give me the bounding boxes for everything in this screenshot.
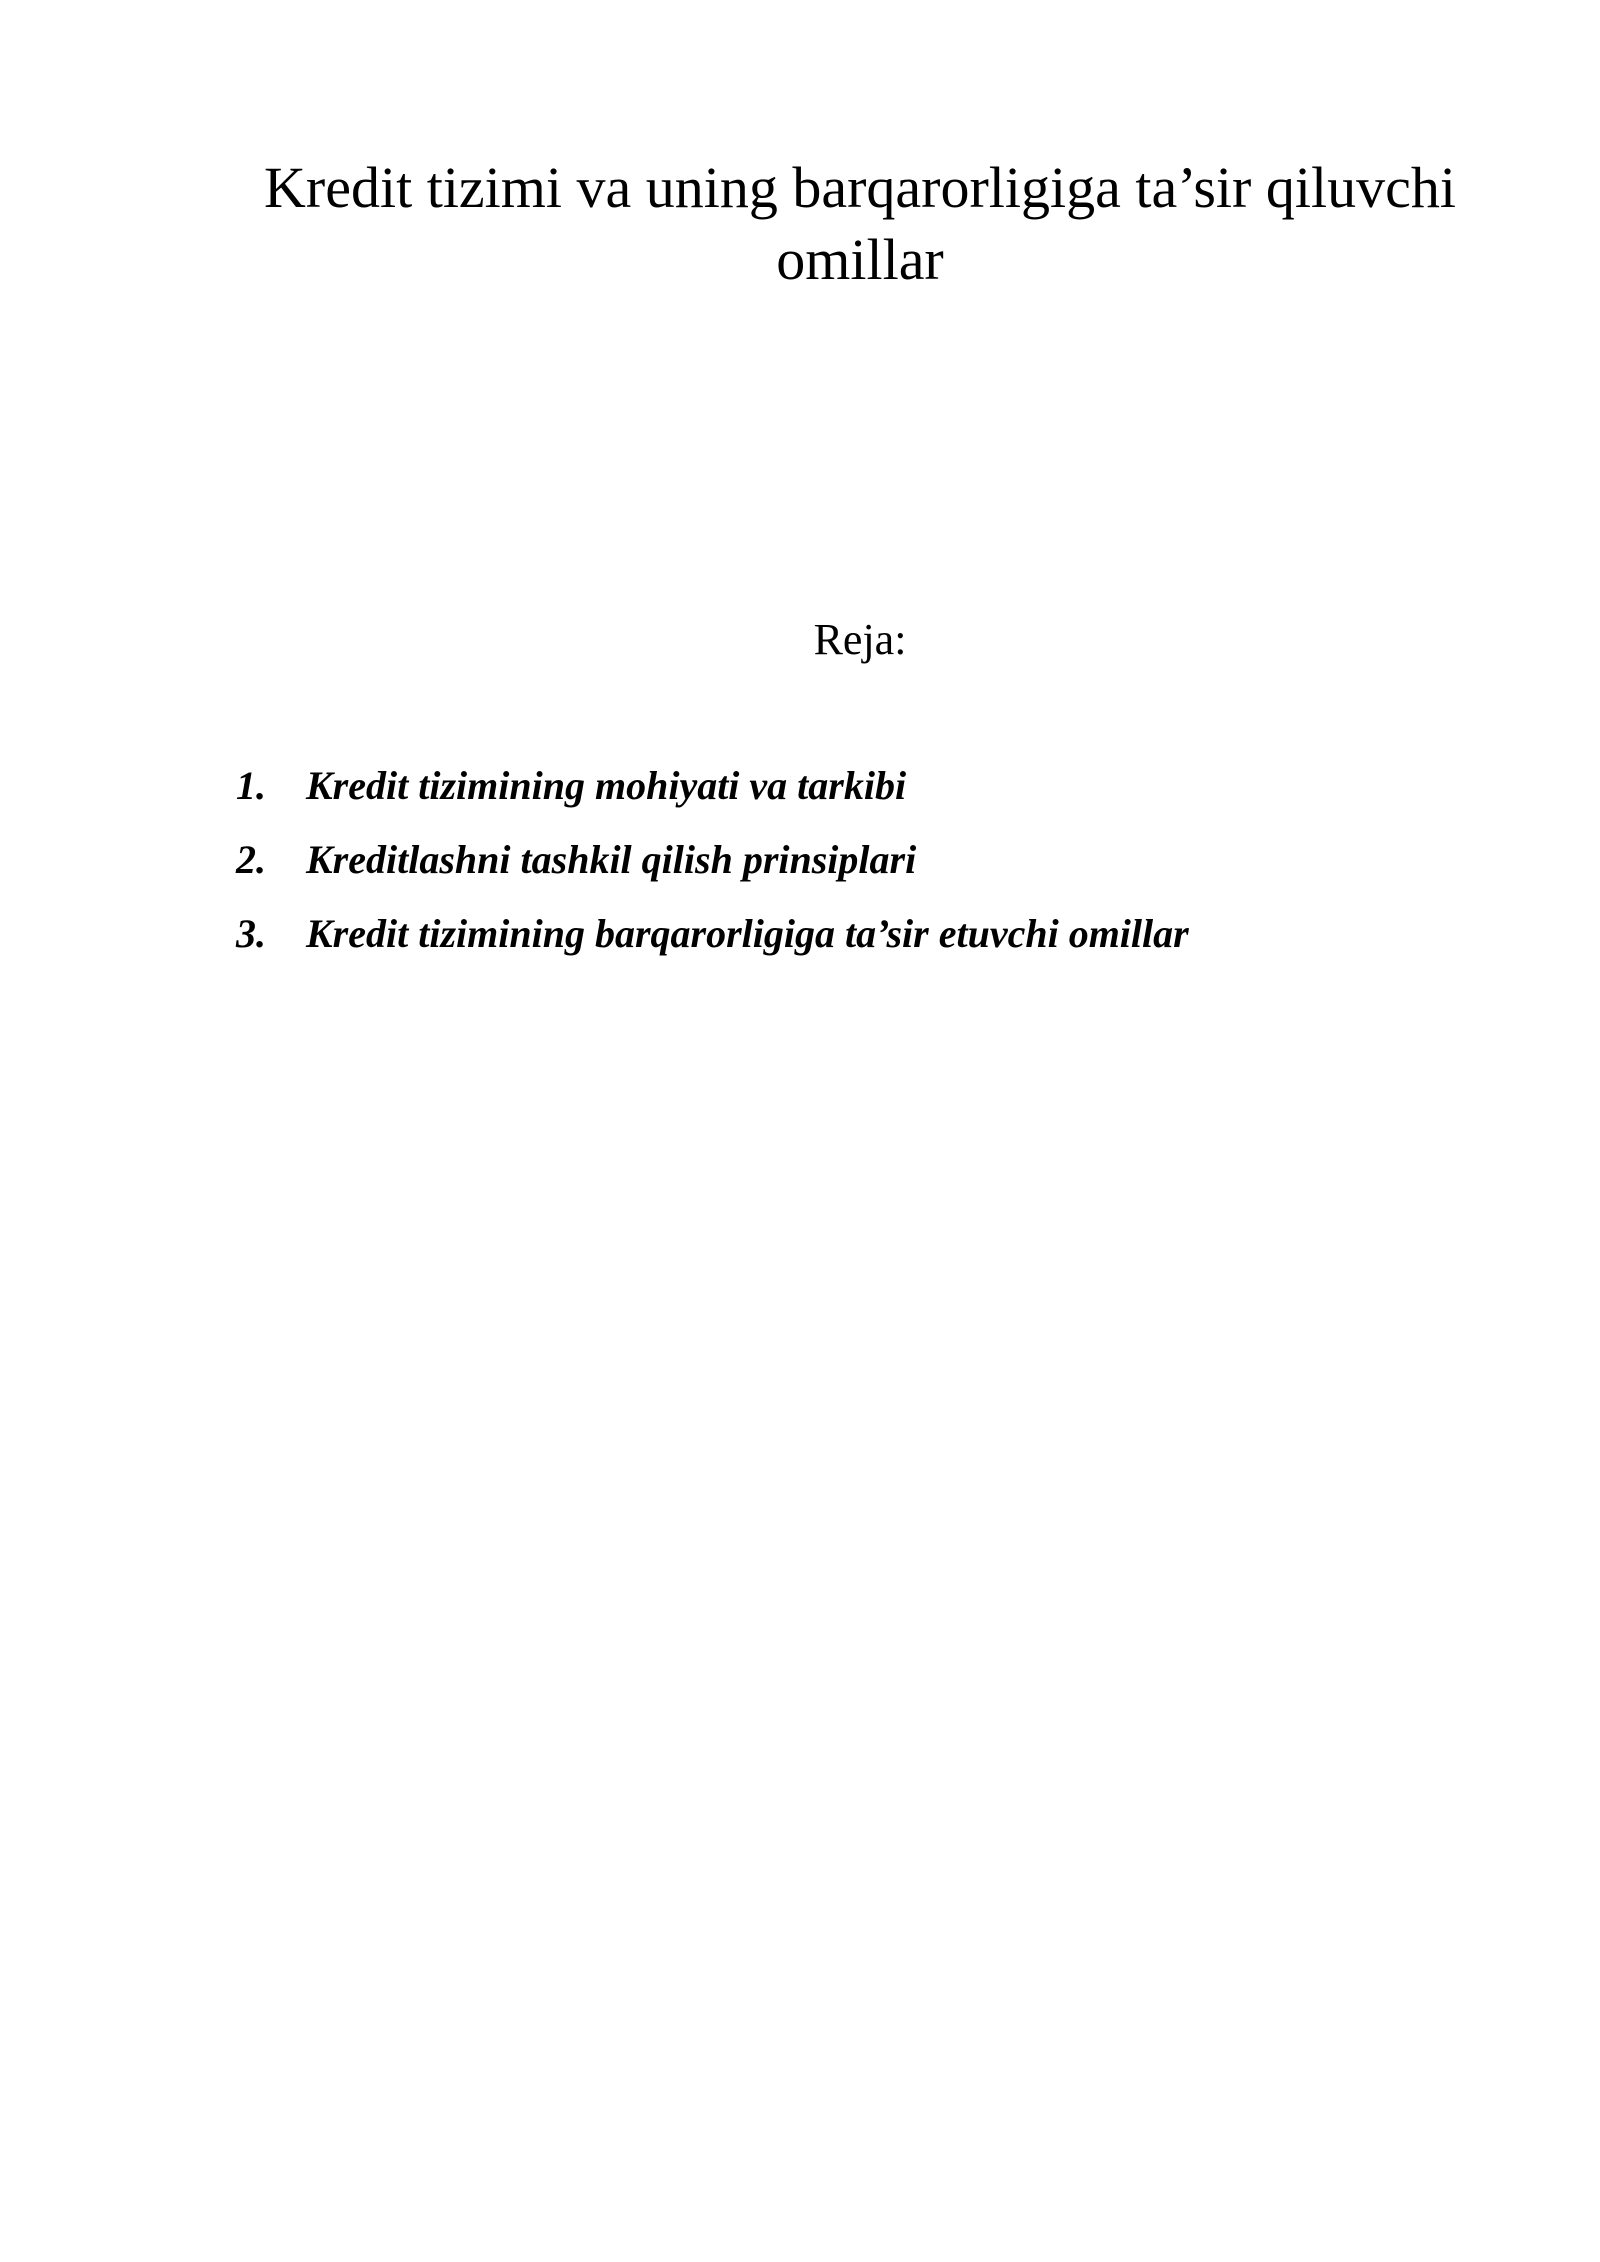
plan-list bbox=[236, 760, 1436, 982]
plan-item-text: Kredit tizimining mohiyati va tarkibi bbox=[306, 763, 907, 808]
plan-item-text: Kreditlashni tashkil qilish prinsiplari bbox=[306, 837, 917, 882]
plan-item-number: 1. bbox=[236, 763, 266, 808]
plan-item-number: 2. bbox=[236, 837, 266, 882]
plan-item bbox=[236, 760, 1436, 812]
plan-item-number: 3. bbox=[236, 911, 266, 956]
document-title: Kredit tizimi va uning barqarorligiga ta’sir qiluvchi omillar bbox=[264, 155, 1456, 292]
plan-heading: Reja: bbox=[813, 615, 907, 664]
plan-item bbox=[236, 908, 1436, 960]
plan-item-text: Kredit tizimining barqarorligiga ta’sir etuvchi omillar bbox=[306, 911, 1189, 956]
plan-item bbox=[236, 834, 1436, 886]
